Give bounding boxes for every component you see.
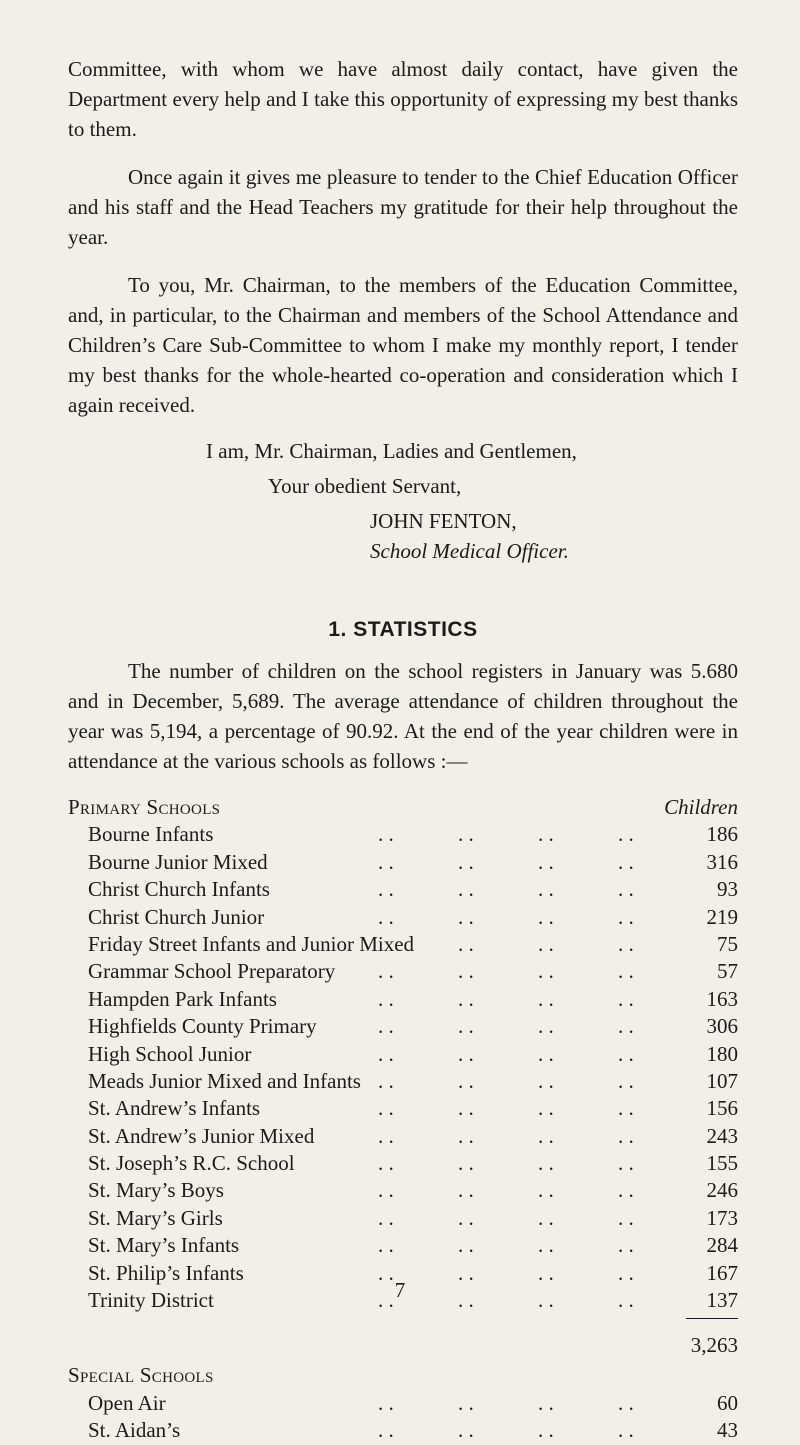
leader-dots: . . [618, 1205, 634, 1230]
leader-dots: . . [378, 986, 394, 1011]
leader-dots: . . [378, 822, 394, 847]
children-count: 167 [706, 1260, 738, 1285]
leader-dots: . . [538, 1205, 554, 1230]
page-number: 7 [394, 1278, 406, 1302]
children-count: 43 [717, 1418, 738, 1443]
leader-dots: . . [378, 1260, 394, 1285]
document-page [68, 54, 738, 1445]
school-name: St. Joseph’s R.C. School [88, 1151, 295, 1176]
primary-total: 3,263 [690, 1333, 738, 1358]
leader-dots: . . [618, 1151, 634, 1176]
paragraph-thanks-education-officer: Once again it gives me pleasure to tender to the Chief Education Officer and his staff and the Head Teachers my gratitude for their help throughout the year. [68, 165, 738, 249]
children-count: 75 [717, 931, 738, 956]
children-count: 60 [717, 1390, 738, 1415]
leader-dots: . . [458, 959, 474, 984]
table-row [68, 876, 738, 903]
table-row [68, 821, 738, 848]
leader-dots: . . [618, 1068, 634, 1093]
children-count: 107 [706, 1068, 738, 1093]
table-row [68, 1205, 738, 1232]
school-name: St. Aidan’s [88, 1418, 181, 1443]
leader-dots: . . [538, 931, 554, 956]
signoff-title: School Medical Officer. [370, 539, 569, 563]
leader-dots: . . [538, 959, 554, 984]
leader-dots: . . [378, 1014, 394, 1039]
primary-schools-heading: Primary Schools [68, 795, 221, 819]
children-count: 93 [717, 877, 738, 902]
leader-dots: . . [378, 877, 394, 902]
special-schools-heading: Special Schools [68, 1363, 214, 1388]
leader-dots: . . [538, 1014, 554, 1039]
primary-schools-list [68, 821, 738, 1314]
leader-dots: . . [458, 1390, 474, 1415]
leader-dots: . . [538, 1233, 554, 1258]
table-row [68, 1417, 738, 1444]
children-count: 137 [706, 1288, 738, 1313]
table-row [68, 849, 738, 876]
leader-dots: . . [538, 877, 554, 902]
leader-dots: . . [458, 1014, 474, 1039]
leader-dots: . . [458, 1068, 474, 1093]
leader-dots: . . [378, 1205, 394, 1230]
leader-dots: . . [378, 849, 394, 874]
school-name: St. Andrew’s Junior Mixed [88, 1123, 315, 1148]
table-row [68, 958, 738, 985]
paragraph-thanks-committee: Committee, with whom we have almost daily contact, have given the Department every help and I take this opportunity of expressing my best thanks to them. [68, 57, 738, 141]
leader-dots: . . [378, 1178, 394, 1203]
school-name: Christ Church Junior [88, 904, 265, 929]
paragraph-thanks-chairman: To you, Mr. Chairman, to the members of the Education Committee, and, in particular, to the Chairman and members of the School Attendance and Children’s Care Sub-Committee to whom I make my monthly report, I tender my best thanks for the whole-hearted co-operation and consideration which I again received. [68, 273, 738, 417]
leader-dots: . . [458, 1233, 474, 1258]
school-name: Meads Junior Mixed and Infants [88, 1068, 361, 1093]
school-name: Bourne Junior Mixed [88, 849, 268, 874]
leader-dots: . . [538, 849, 554, 874]
school-name: St. Mary’s Infants [88, 1233, 240, 1258]
leader-dots: . . [618, 1390, 634, 1415]
leader-dots: . . [618, 1096, 634, 1121]
children-count: 186 [706, 822, 738, 847]
school-name: High School Junior [88, 1041, 252, 1066]
table-row [68, 1177, 738, 1204]
signoff-name: JOHN FENTON, [370, 509, 517, 533]
signoff-block [68, 436, 738, 566]
school-name: Christ Church Infants [88, 877, 270, 902]
school-name: Bourne Infants [88, 822, 214, 847]
leader-dots: . . [378, 959, 394, 984]
leader-dots: . . [618, 959, 634, 984]
leader-dots: . . [458, 1418, 474, 1443]
school-name: Hampden Park Infants [88, 986, 277, 1011]
leader-dots: . . [538, 1288, 554, 1313]
leader-dots: . . [538, 986, 554, 1011]
leader-dots: . . [458, 986, 474, 1011]
children-count: 243 [706, 1123, 738, 1148]
leader-dots: . . [538, 1418, 554, 1443]
leader-dots: . . [618, 1041, 634, 1066]
school-name: Highfields County Primary [88, 1014, 317, 1039]
leader-dots: . . [378, 1096, 394, 1121]
leader-dots: . . [458, 904, 474, 929]
leader-dots: . . [458, 1178, 474, 1203]
leader-dots: . . [458, 1123, 474, 1148]
leader-dots: . . [378, 1288, 394, 1313]
leader-dots: . . [458, 1205, 474, 1230]
leader-dots: . . [458, 1151, 474, 1176]
school-name: Friday Street Infants and Junior Mixed [88, 931, 415, 956]
attendance-table [68, 794, 738, 1445]
statistics-intro: The number of children on the school registers in January was 5.680 and in December, 5,689. The average attendance of children throughout the year was 5,194, a percentage of 90.92. At the end of the year children were in attendance at the various schools as follows :— [68, 659, 738, 773]
children-count: 163 [706, 986, 738, 1011]
leader-dots: . . [538, 1178, 554, 1203]
table-row [68, 1150, 738, 1177]
table-row [68, 986, 738, 1013]
section-heading: 1. STATISTICS [328, 618, 478, 641]
table-row [68, 1041, 738, 1068]
school-name: Grammar School Preparatory [88, 959, 336, 984]
children-count: 316 [706, 849, 738, 874]
table-row [68, 1232, 738, 1259]
special-schools-list [68, 1390, 738, 1445]
leader-dots: . . [458, 1041, 474, 1066]
leader-dots: . . [538, 1041, 554, 1066]
leader-dots: . . [458, 1288, 474, 1313]
school-name: St. Mary’s Girls [88, 1205, 223, 1230]
table-row [68, 931, 738, 958]
school-name: St. Mary’s Boys [88, 1178, 224, 1203]
signoff-salutation: I am, Mr. Chairman, Ladies and Gentlemen, [206, 439, 577, 463]
leader-dots: . . [618, 931, 634, 956]
school-name: St. Philip’s Infants [88, 1260, 244, 1285]
leader-dots: . . [378, 1390, 394, 1415]
table-row [68, 1068, 738, 1095]
leader-dots: . . [618, 1123, 634, 1148]
children-count: 284 [706, 1233, 738, 1258]
leader-dots: . . [378, 904, 394, 929]
children-count: 180 [706, 1041, 738, 1066]
leader-dots: . . [618, 849, 634, 874]
leader-dots: . . [538, 1390, 554, 1415]
leader-dots: . . [618, 877, 634, 902]
leader-dots: . . [618, 1260, 634, 1285]
leader-dots: . . [378, 1418, 394, 1443]
school-name: St. Andrew’s Infants [88, 1096, 261, 1121]
children-count: 219 [706, 904, 738, 929]
leader-dots: . . [618, 1233, 634, 1258]
children-count: 306 [706, 1014, 738, 1039]
table-row [68, 904, 738, 931]
children-count: 173 [706, 1205, 738, 1230]
leader-dots: . . [538, 1123, 554, 1148]
leader-dots: . . [618, 1418, 634, 1443]
leader-dots: . . [538, 822, 554, 847]
leader-dots: . . [458, 877, 474, 902]
leader-dots: . . [618, 904, 634, 929]
children-count: 156 [706, 1096, 738, 1121]
leader-dots: . . [618, 822, 634, 847]
total-rule [686, 1318, 738, 1319]
table-row [68, 1123, 738, 1150]
table-row [68, 1013, 738, 1040]
school-name: Trinity District [88, 1288, 214, 1313]
leader-dots: . . [458, 1096, 474, 1121]
table-row [68, 1095, 738, 1122]
signoff-closing: Your obedient Servant, [268, 474, 462, 498]
leader-dots: . . [378, 1041, 394, 1066]
leader-dots: . . [458, 849, 474, 874]
leader-dots: . . [618, 1288, 634, 1313]
leader-dots: . . [538, 1260, 554, 1285]
leader-dots: . . [378, 1068, 394, 1093]
leader-dots: . . [378, 1151, 394, 1176]
leader-dots: . . [378, 1233, 394, 1258]
children-count: 155 [706, 1151, 738, 1176]
leader-dots: . . [458, 822, 474, 847]
school-name: Open Air [88, 1390, 166, 1415]
leader-dots: . . [538, 1151, 554, 1176]
leader-dots: . . [538, 1068, 554, 1093]
children-count: 57 [717, 959, 738, 984]
leader-dots: . . [538, 904, 554, 929]
leader-dots: . . [378, 1123, 394, 1148]
leader-dots: . . [458, 1260, 474, 1285]
table-row [68, 1390, 738, 1417]
children-count: 246 [706, 1178, 738, 1203]
leader-dots: . . [618, 986, 634, 1011]
leader-dots: . . [618, 1014, 634, 1039]
primary-header-row [68, 794, 738, 821]
special-header-row [68, 1362, 738, 1389]
leader-dots: . . [538, 1096, 554, 1121]
leader-dots: . . [458, 931, 474, 956]
children-column-heading: Children [664, 795, 738, 819]
leader-dots: . . [618, 1178, 634, 1203]
